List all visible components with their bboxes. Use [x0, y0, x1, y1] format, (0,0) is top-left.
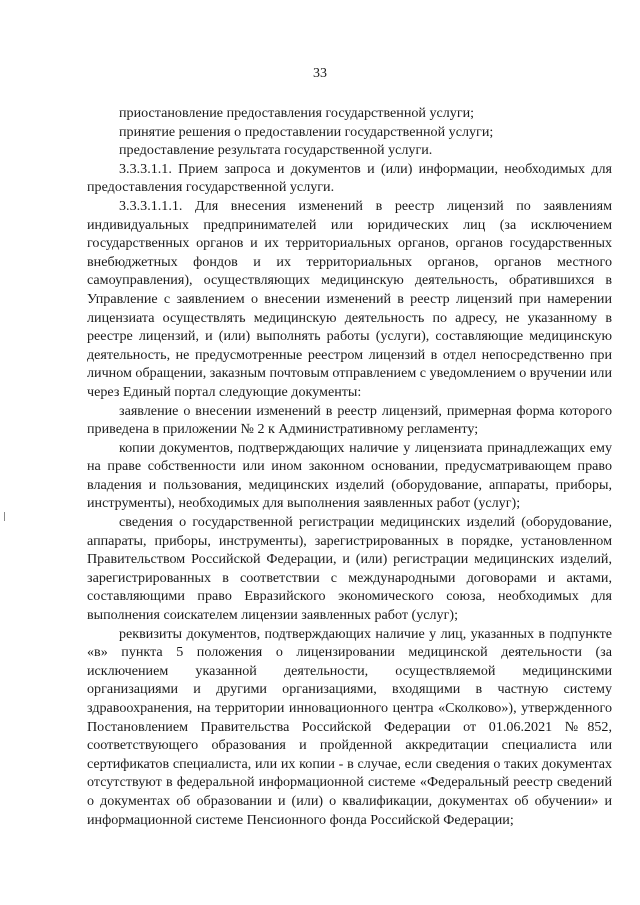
document-item-application: заявление о внесении изменений в реестр лицензий, примерная форма которого приведена в приложении № 2 к Административному регламенту;	[87, 402, 612, 438]
list-item-suspension: приостановление предоставления государственной услуги;	[119, 105, 475, 121]
scan-margin-mark	[4, 512, 5, 521]
document-item-registration-info: сведения о государственной регистрации медицинских изделий (оборудование, аппараты, приборы, инструменты), зарегистрированных в порядке, установленном Правительством Российской Федерации, и (или) регистрации медицинских изделий, зарегистрированных в соответствии с международными договорами и актами, составляющими право Евразийского экономического союза, необходимых для выполнения соискателем лицензии заявленных работ (услуг);	[87, 514, 612, 624]
list-item-result: предоставление результата государственной услуги.	[119, 142, 433, 159]
section-3-3-3-1-1: 3.3.3.1.1. Прием запроса и документов и (или) информации, необходимых для предоставления государственной услуги.	[87, 160, 612, 196]
section-3-3-3-1-1-1: 3.3.3.1.1.1. Для внесения изменений в реестр лицензий по заявлениям индивидуальных предпринимателей или юридических лиц (за исключением государственных органов и их территориальных органов, органов государственных внебюджетных фондов и их территориальных органов, органов местного самоуправления), осуществляющих медицинскую деятельность, обратившихся в Управление с заявлением о внесении изменений в реестр лицензий при намерении лицензиата осуществлять медицинскую деятельность по адресу, не указанному в реестре лицензий, и (или) выполнять работы (услуги), составляющие медицинскую деятельность, не предусмотренные реестром лицензий в отдел непосредственно при личном обращении, заказным почтовым отправлением с уведомлением о вручении или через Единый портал следующие документы:	[87, 197, 612, 400]
document-item-requisites: реквизиты документов, подтверждающих наличие у лиц, указанных в подпункте «в» пункта 5 положения о лицензировании медицинской деятельности (за исключением указанной деятельности, осуществляемой медицинскими организациями и другими организациями, входящими в частную систему здравоохранения, на территории инновационного центра «Сколково»), утвержденного Постановлением Правительства Российской Федерации от 01.06.2021 №852, соответствующего образования и пройденной аккредитации специалиста или сертификатов специалиста, или их копии - в случае, если сведения о таких документах отсутствуют в федеральной информационной системе «Федеральный реестр сведений о документах об образовании и (или) о квалификации, документах об обучении» и информационной системе Пенсионного фонда Российской Федерации;	[87, 625, 612, 828]
list-item-decision: принятие решения о предоставлении государственной услуги;	[119, 123, 494, 140]
document-body	[87, 104, 612, 829]
page-number: 33	[313, 66, 327, 81]
document-item-copies: копии документов, подтверждающих наличие у лицензиата принадлежащих ему на праве собственности или ином законном основании, предусматривающем право владения и пользования, медицинских изделий (оборудование, аппараты, приборы, инструменты), необходимых для выполнения заявленных работ (услуг);	[87, 439, 612, 512]
